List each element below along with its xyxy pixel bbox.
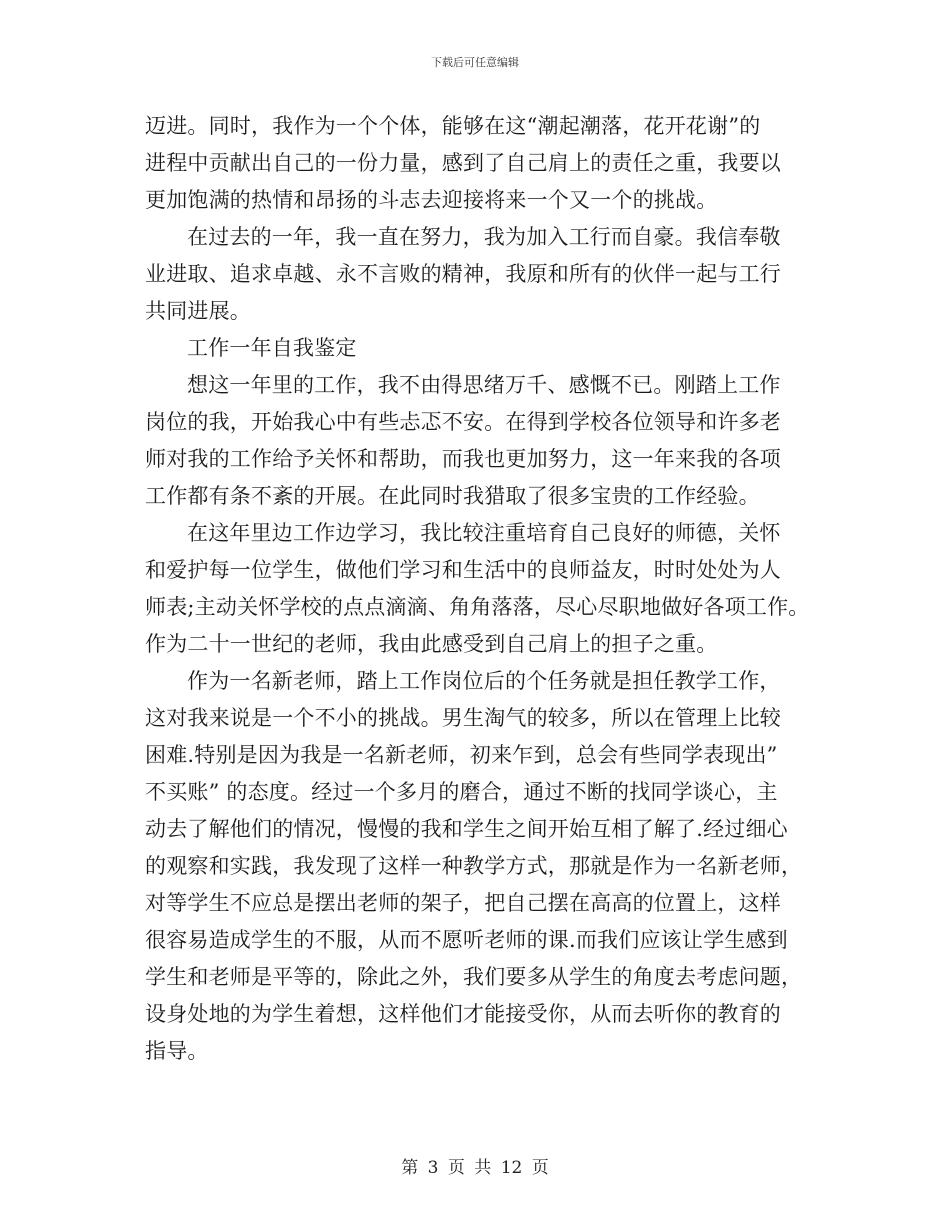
document-body (145, 108, 815, 1070)
page-number-footer: 第 3 页 共 12 页 (401, 1158, 549, 1178)
text-line: 对等学生不应总是摆出老师的架子，把自己摆在高高的位置上，这样 (145, 891, 781, 915)
paragraph-start-line: 想这一年里的工作，我不由得思绪万千、感慨不已。刚踏上工作 (187, 373, 781, 397)
text-line: 师对我的工作给予关怀和帮助，而我也更加努力，这一年来我的各项 (145, 447, 781, 471)
paragraph-start-line: 在这年里边工作边学习，我比较注重培育自己良好的师德，关怀 (187, 521, 781, 545)
section-heading: 工作一年自我鉴定 (187, 336, 357, 360)
text-line: 进程中贡献出自己的一份力量，感到了自己肩上的责任之重，我要以 (145, 151, 781, 175)
text-line: 动去了解他们的情况，慢慢的我和学生之间开始互相了解了.经过细心 (145, 817, 788, 841)
text-line: 的观察和实践，我发现了这样一种教学方式，那就是作为一名新老师， (145, 854, 803, 878)
text-line: 业进取、追求卓越、永不言败的精神，我原和所有的伙伴一起与工行 (145, 262, 781, 286)
text-line: 工作都有条不紊的开展。在此同时我猎取了很多宝贵的工作经验。 (145, 484, 760, 508)
text-line: 学生和老师是平等的，除此之外，我们要多从学生的角度去考虑问题， (145, 965, 803, 989)
text-line: 作为二十一世纪的老师，我由此感受到自己肩上的担子之重。 (145, 632, 718, 656)
paragraph-start-line: 在过去的一年，我一直在努力，我为加入工行而自豪。我信奉敬 (187, 225, 781, 249)
text-line: 迈进。同时，我作为一个个体，能够在这“潮起潮落，花开花谢”的 (145, 114, 761, 138)
text-line: 不买账” 的态度。经过一个多月的磨合，通过不断的找同学谈心，主 (145, 780, 778, 804)
paragraph-start-line: 作为一名新老师，踏上工作岗位后的个任务就是担任教学工作， (187, 669, 781, 693)
text-line: 困难.特别是因为我是一名新老师，初来乍到，总会有些同学表现出” (145, 743, 778, 767)
text-line: 更加饱满的热情和昂扬的斗志去迎接将来一个又一个的挑战。 (145, 188, 718, 212)
text-line: 师表;主动关怀学校的点点滴滴、角角落落，尽心尽职地做好各项工作。 (145, 595, 810, 619)
text-line: 和爱护每一位学生，做他们学习和生活中的良师益友，时时处处为人 (145, 558, 781, 582)
text-line: 岗位的我，开始我心中有些忐忑不安。在得到学校各位领导和许多老 (145, 410, 781, 434)
text-line: 指导。 (145, 1039, 209, 1063)
text-line: 设身处地的为学生着想，这样他们才能接受你，从而去听你的教育的 (145, 1002, 781, 1026)
text-line: 共同进展。 (145, 299, 251, 323)
text-line: 很容易造成学生的不服，从而不愿听老师的课.而我们应该让学生感到 (145, 928, 788, 952)
page-header: 下载后可任意编辑 (431, 56, 519, 69)
text-line: 这对我来说是一个不小的挑战。男生淘气的较多，所以在管理上比较 (145, 706, 781, 730)
